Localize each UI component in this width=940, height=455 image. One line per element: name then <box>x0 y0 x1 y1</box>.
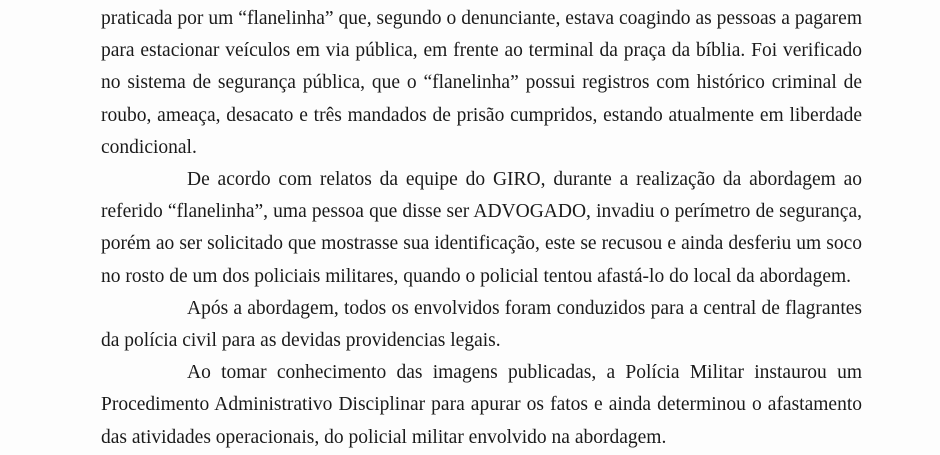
paragraph-giro-report: De acordo com relatos da equipe do GIRO, durante a realização da abordagem ao referido “flanelinha”, uma pessoa que disse ser ADVOGADO, invadiu o perímetro de segurança, porém ao ser solicitado que mostrasse sua identificação, este se recusou e ainda desferiu um soco no rosto de um dos policiais militares, quando o policial tentou afastá-lo do local da abordagem. <box>101 169 862 287</box>
paragraph-after-approach: Após a abordagem, todos os envolvidos foram conduzidos para a central de flagrantes da polícia civil para as devidas providencias legais. <box>101 297 862 352</box>
paragraph-disciplinary-procedure: Ao tomar conhecimento das imagens publicadas, a Polícia Militar instaurou um Procedimento Administrativo Disciplinar para apurar os fatos e ainda determinou o afastamento das atividades operacionais, do policial militar envolvido na abordagem. <box>101 362 862 448</box>
paragraph-continuation: praticada por um “flanelinha” que, segundo o denunciante, estava coagindo as pessoas a pagarem para estacionar veículos em via pública, em frente ao terminal da praça da bíblia. Foi verificado no sistema de segurança pública, que o “flanelinha” possui registros com histórico criminal de roubo, ameaça, desacato e três mandados de prisão cumpridos, estando atualmente em liberdade condicional. <box>101 8 862 158</box>
document-body <box>101 3 862 454</box>
